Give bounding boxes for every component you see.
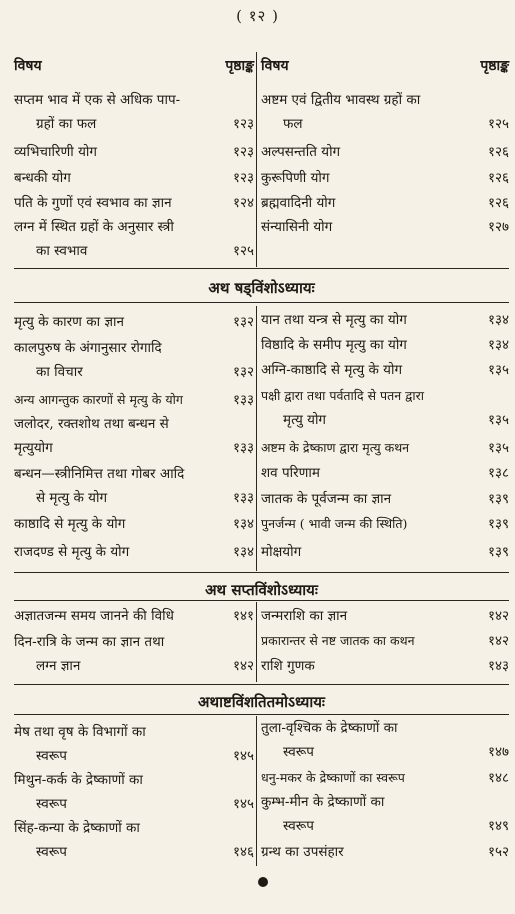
entry-text: मोक्षयोग [261,544,302,560]
toc-entry [261,308,509,332]
entry-text: का विचार [36,364,83,380]
page-ref: १२५ [232,243,254,259]
entry-text: अल्पसन्तति योग [261,144,341,160]
entry-text: स्वरूप [283,744,314,760]
column-divider [256,716,257,866]
entry-text: ग्रन्थ का उपसंहार [261,844,344,860]
toc-entry [261,358,509,382]
entry-text: व्यभिचारिणी योग [14,144,97,160]
page-ref: १३३ [232,490,254,506]
toc-entry [261,436,509,460]
entry-text: प्रकारान्तर से नष्ट जातक का कथन [261,633,415,648]
toc-entry [14,191,254,215]
page-ref: १३२ [232,364,254,380]
toc-entry [14,310,254,334]
entry-text: पति के गुणों एवं स्वभाव का ज्ञान [14,195,172,211]
left-column [14,716,254,866]
toc-entry [14,540,254,564]
toc-entry [261,333,509,357]
entry-text: लग्न में स्थित ग्रहों के अनुसार स्त्री [14,219,174,235]
page-ref: १३४ [232,544,254,560]
right-header [261,56,509,78]
toc-entry [14,140,254,164]
toc-entry [261,191,509,215]
entry-text: जन्मराशि का ज्ञान [261,608,348,624]
toc-entry [261,88,509,136]
right-column [261,716,509,866]
page-ref: १४७ [487,744,509,760]
entry-text: अज्ञातजन्म समय जानने की विधि [14,608,174,624]
chapter-title: अथ षड्विंशोऽध्यायः [208,279,315,297]
toc-entry [261,604,509,628]
page-ref: १३५ [487,412,509,428]
entry-text: राशि गुणक [261,658,315,674]
toc-entry [261,716,509,764]
section-rule [14,684,509,685]
entry-text: अग्नि-काष्ठादि से मृत्यु के योग [261,362,403,378]
page-ref: १३५ [487,362,509,378]
toc-entry [261,790,509,838]
page-heading: पृष्ठाङ्क [480,58,509,74]
entry-text: मिथुन-कर्क के द्रेष्काणों का [14,772,143,788]
entry-text: बन्धन—स्त्रीनिमित्त तथा गोबर आदि [14,466,185,482]
toc-entry [261,461,509,485]
entry-text: मृत्यु योग [283,412,327,428]
page-ref: १३९ [487,491,509,507]
entry-text: पक्षी द्वारा तथा पर्वतादि से पतन द्वारा [261,388,424,403]
right-column [261,602,509,682]
entry-text: कुरूपिणी योग [261,170,330,186]
toc-entry [261,166,509,190]
section-top [14,52,509,267]
entry-text: ब्रह्मवादिनी योग [261,195,336,211]
page-ref: १३४ [487,312,509,328]
page-ref: १३९ [487,544,509,560]
section-chapter-26-body [14,306,509,571]
toc-entry [261,384,509,432]
column-divider [256,306,257,571]
subject-heading: विषय [14,58,42,74]
toc-entry [14,816,254,864]
left-column [14,52,254,267]
right-column [261,52,509,267]
entry-text: मृत्यु के कारण का ज्ञान [14,314,125,330]
page-ref: १४२ [232,658,254,674]
column-divider [256,602,257,682]
entry-text: दिन-रात्रि के जन्म का ज्ञान तथा [14,634,165,650]
page-heading: पृष्ठाङ्क [225,58,254,74]
page-ref: १२६ [487,170,509,186]
page-ref: १२३ [232,144,254,160]
toc-entry [261,215,509,239]
toc-entry [14,720,254,768]
toc-entry [261,840,509,864]
entry-text: स्वरूप [283,818,314,834]
page-ref: १२६ [487,144,509,160]
toc-entry [261,629,509,653]
toc-entry [261,766,509,790]
entry-text: स्वरूप [36,748,67,764]
page-ref: १४१ [232,608,254,624]
toc-entry [14,768,254,816]
entry-text: काष्ठादि से मृत्यु के योग [14,516,126,532]
page-ref: १३४ [487,337,509,353]
page-number: ( १२ ) [236,7,279,25]
toc-entry [261,512,509,536]
entry-text: स्वरूप [36,844,67,860]
page-ref: १२३ [232,116,254,132]
entry-text: से मृत्यु के योग [36,490,108,506]
toc-entry [14,88,254,136]
section-chapter-28 [14,686,509,716]
page-ref: १५२ [487,844,509,860]
page-ref: १२५ [487,116,509,132]
entry-text: धनु-मकर के द्रेष्काणों का स्वरूप [261,770,405,785]
page-ref: १४५ [232,796,254,812]
page-ref: १४२ [487,633,509,649]
entry-text: मृत्युयोग [14,440,53,456]
chapter-title: अथाष्टविंशतितमोऽध्यायः [198,693,325,711]
page-ref: १३३ [232,392,254,408]
page-ref: १४५ [232,748,254,764]
page-ref: १३८ [487,465,509,481]
entry-text: ग्रहों का फल [36,116,97,132]
entry-text: मेष तथा वृष के विभागों का [14,724,146,740]
section-chapter-28-body [14,716,509,866]
section-rule [14,714,509,715]
entry-text: राजदण्ड से मृत्यु के योग [14,544,130,560]
entry-text: अष्टम एवं द्वितीय भावस्थ ग्रहों का [261,92,421,108]
toc-entry [261,140,509,164]
entry-text: सिंह-कन्या के द्रेष्काणों का [14,820,140,836]
page-ref: १२६ [487,195,509,211]
entry-text: अष्टम के द्रेष्काण द्वारा मृत्यु कथन [261,440,410,455]
toc-entry [14,336,254,384]
toc-entry [14,215,254,263]
toc-entry [14,630,254,678]
entry-text: कुम्भ-मीन के द्रेष्काणों का [261,794,385,810]
entry-text: जातक के पूर्वजन्म का ज्ञान [261,491,392,507]
page-ref: १४९ [487,818,509,834]
entry-text: विष्ठादि के समीप मृत्यु का योग [261,337,407,353]
entry-text: का स्वभाव [36,243,88,259]
page-ref: १४३ [487,658,509,674]
toc-entry [14,512,254,536]
chapter-title: अथ सप्तविंशोऽध्यायः [205,581,318,599]
entry-text: संन्यासिनी योग [261,219,333,235]
left-header [14,56,254,78]
entry-text: पुनर्जन्म ( भावी जन्म की स्थिति) [261,516,408,531]
entry-text: स्वरूप [36,796,67,812]
toc-entry [261,654,509,678]
page-ref: १४८ [487,770,509,786]
toc-entry [14,388,254,412]
section-rule [14,302,509,303]
page-ref: १२७ [487,219,509,235]
page-ref: १३९ [487,516,509,532]
section-rule [14,268,509,269]
section-chapter-27-body [14,602,509,682]
entry-text: लग्न ज्ञान [36,658,81,674]
footer-dot [258,877,268,887]
entry-text: तुला-वृश्चिक के द्रेष्काणों का [261,720,398,736]
entry-text: अन्य आगन्तुक कारणों से मृत्यु के योग [14,392,183,407]
toc-entry [261,487,509,511]
page-ref: १२४ [232,195,254,211]
entry-text: शव परिणाम [261,465,320,481]
toc-entry [14,166,254,190]
entry-text: फल [283,116,303,132]
toc-entry [14,462,254,510]
page-ref: १३२ [232,314,254,330]
section-rule [14,572,509,573]
page-ref: १३५ [487,440,509,456]
entry-text: जलोदर, रक्तशोथ तथा बन्धन से [14,416,169,432]
page-ref: १४६ [232,844,254,860]
entry-text: कालपुरुष के अंगानुसार रोगादि [14,340,162,356]
section-rule [14,600,509,601]
entry-text: यान तथा यन्त्र से मृत्यु का योग [261,312,407,328]
right-column [261,306,509,571]
page-ref: १३४ [232,516,254,532]
page-ref: १३३ [232,440,254,456]
page-ref: १४२ [487,608,509,624]
toc-entry [14,604,254,628]
page-ref: १२३ [232,170,254,186]
toc-entry [14,412,254,460]
left-column [14,602,254,682]
subject-heading: विषय [261,58,289,74]
entry-text: सप्तम भाव में एक से अधिक पाप- [14,92,181,108]
column-divider [256,52,257,267]
left-column [14,306,254,571]
toc-entry [261,540,509,564]
entry-text: बन्धकी योग [14,170,71,186]
